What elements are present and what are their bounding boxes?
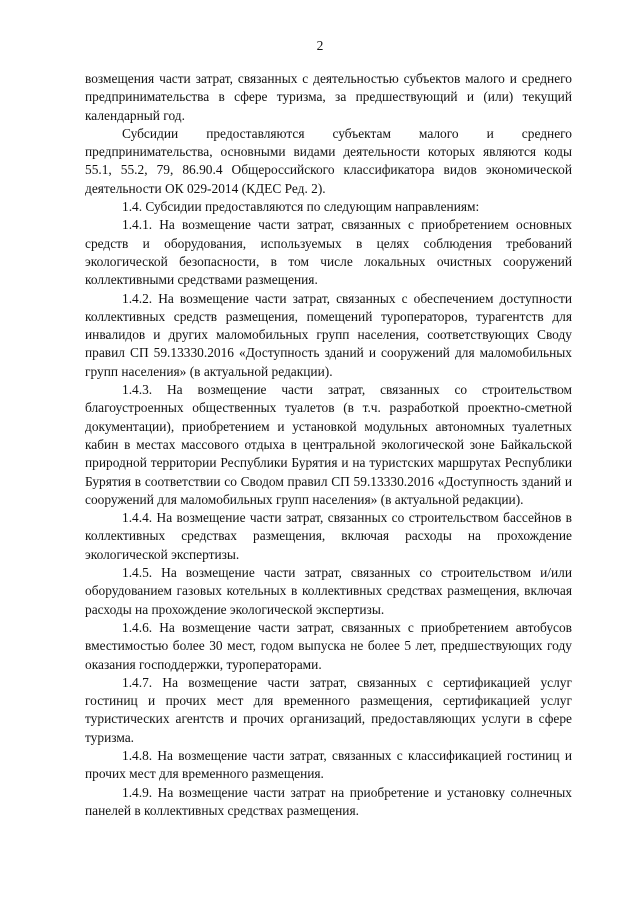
page-number: 2 bbox=[316, 38, 324, 53]
paragraph: 1.4.5. На возмещение части затрат, связанных со строительством и/или оборудованием газовых котельных в коллективных средствах размещения, включая расходы на прохождение экологической экспертизы. bbox=[85, 565, 572, 617]
paragraph: 1.4.1. На возмещение части затрат, связанных с приобретением основных средств и оборудования, используемых в целях соблюдения требований экологической безопасности, в том числе локальных очистных сооружений коллективными средствами размещения. bbox=[85, 217, 572, 288]
paragraph: 1.4.2. На возмещение части затрат, связанных с обеспечением доступности коллективных средств размещения, помещений туроператоров, турагентств для инвалидов и других маломобильных групп населения, соответствующих Своду правил СП 59.13330.2016 «Доступность зданий и сооружений для маломобильных групп населения» (в актуальной редакции). bbox=[85, 290, 572, 379]
document-body bbox=[85, 70, 572, 820]
paragraph: 1.4.9. На возмещение части затрат на приобретение и установку солнечных панелей в коллективных средствах размещения. bbox=[85, 784, 572, 818]
paragraph: 1.4.6. На возмещение части затрат, связанных с приобретением автобусов вместимостью более 30 мест, годом выпуска не более 5 лет, предшествующих году оказания господдержки, туроператорами. bbox=[85, 619, 572, 672]
paragraph: возмещения части затрат, связанных с деятельностью субъектов малого и среднего предпринимательства в сфере туризма, за предшествующий и (или) текущий календарный год. bbox=[85, 71, 572, 123]
paragraph: 1.4.8. На возмещение части затрат, связанных с классификацией гостиниц и прочих мест для временного размещения. bbox=[85, 747, 572, 782]
paragraph: 1.4.7. На возмещение части затрат, связанных с сертификацией услуг гостиниц и прочих мест для временного размещения, сертификацией услуг туристических агентств и прочих организаций, предоставляющих услуги в сфере туризма. bbox=[85, 674, 572, 745]
paragraph: 1.4. Субсидии предоставляются по следующим направлениям: bbox=[122, 199, 480, 215]
paragraph: 1.4.4. На возмещение части затрат, связанных со строительством бассейнов в коллективных средствах размещения, включая расходы на прохождение экологической экспертизы. bbox=[85, 510, 572, 562]
paragraph: 1.4.3. На возмещение части затрат, связанных со строительством благоустроенных общественных туалетов (в т.ч. разработкой проектно-сметной документации), приобретением и установкой модульных автономных туалетных кабин в местах массового отдыха в центральной экологической зоне Байкальской природной территории Республики Бурятия и на туристских маршрутах Республики Бурятия в соответствии со Сводом правил СП 59.13330.2016 «Доступность зданий и сооружений для маломобильных групп населения» (в актуальной редакции). bbox=[85, 382, 572, 507]
paragraph: Субсидии предоставляются субъектам малого и среднего предпринимательства, основными видами деятельности которых являются коды 55.1, 55.2, 79, 86.90.4 Общероссийского классификатора видов экономической деятельности ОК 029-2014 (КДЕС Ред. 2). bbox=[85, 125, 572, 196]
